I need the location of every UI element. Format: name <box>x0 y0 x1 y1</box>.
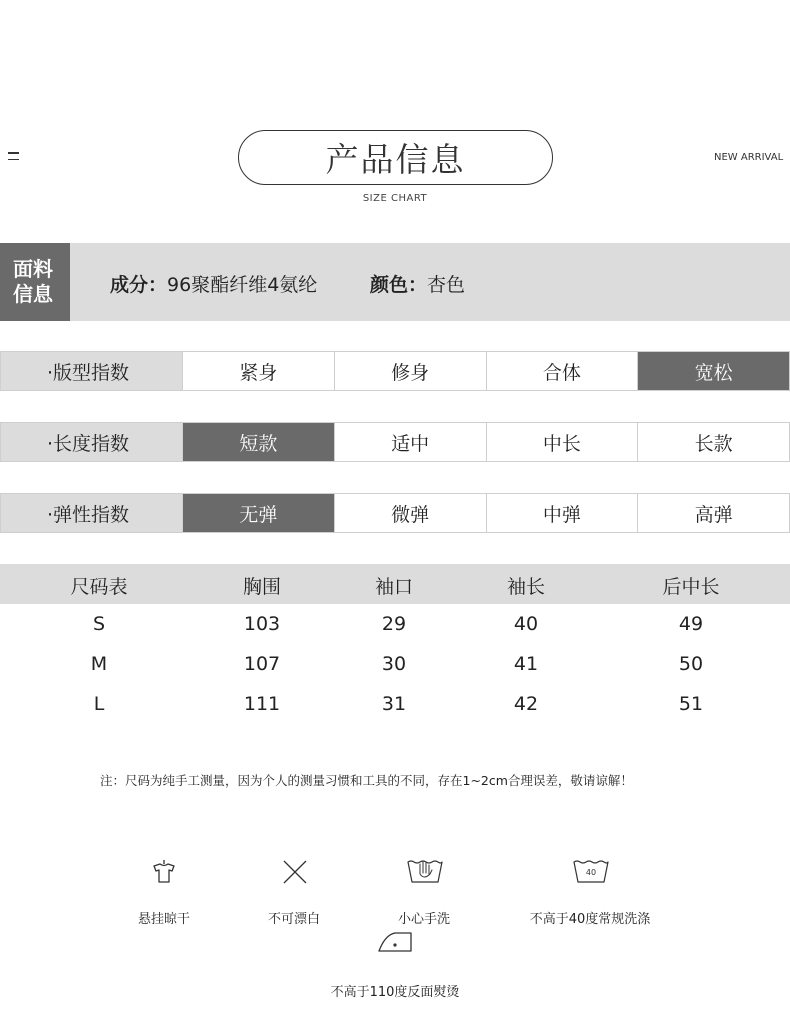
length-option-2: 中长 <box>487 423 639 461</box>
size-cell: 41 <box>513 653 539 675</box>
fit-option-2: 合体 <box>487 352 639 390</box>
fabric-composition <box>110 270 317 297</box>
iron-icon <box>377 929 413 955</box>
size-header-chest: 胸围 <box>242 576 282 598</box>
elasticity-option-3: 高弹 <box>638 494 789 532</box>
care-label-hang-dry: 悬挂晾干 <box>137 912 191 927</box>
care-label-iron: 不高于110度反面熨烫 <box>330 985 460 1000</box>
size-header-sleeve: 袖长 <box>506 576 546 598</box>
length-index-label: ·长度指数 <box>1 423 183 461</box>
size-header-size: 尺码表 <box>70 576 128 598</box>
composition-label: 成分： <box>110 274 168 296</box>
size-cell: 107 <box>243 653 281 675</box>
size-header-cuff: 袖口 <box>374 576 414 598</box>
color-label: 颜色： <box>370 274 428 296</box>
wash-40-icon <box>572 856 610 884</box>
size-cell: 31 <box>381 693 407 715</box>
size-cell: 30 <box>381 653 407 675</box>
size-header-length: 后中长 <box>662 576 720 598</box>
fabric-info-tag <box>0 243 70 321</box>
new-arrival-label: NEW ARRIVAL <box>714 152 784 163</box>
size-cell: 111 <box>243 693 281 715</box>
length-option-0: 短款 <box>183 423 335 461</box>
fabric-color <box>370 270 465 297</box>
elasticity-index-label: ·弹性指数 <box>1 494 183 532</box>
elasticity-option-2: 中弹 <box>487 494 639 532</box>
composition-value: 96聚酯纤维4氨纶 <box>167 274 318 296</box>
size-cell: M <box>90 653 108 675</box>
size-cell: 40 <box>513 613 539 635</box>
length-index-row <box>0 422 790 462</box>
fabric-tag-line2: 信息 <box>13 282 53 306</box>
length-option-1: 适中 <box>335 423 487 461</box>
fit-option-1: 修身 <box>335 352 487 390</box>
fit-option-0: 紧身 <box>183 352 335 390</box>
fit-index-row <box>0 351 790 391</box>
hand-wash-icon <box>406 856 444 884</box>
size-cell: 103 <box>243 613 281 635</box>
size-cell: 49 <box>678 613 704 635</box>
size-cell: 50 <box>678 653 704 675</box>
hang-dry-icon <box>150 858 178 886</box>
fit-option-3: 宽松 <box>638 352 789 390</box>
wash-temp-badge: 40 <box>585 868 597 877</box>
color-value: 杏色 <box>427 274 466 296</box>
size-cell: S <box>92 613 106 635</box>
elasticity-option-0: 无弹 <box>183 494 335 532</box>
page-subtitle: SIZE CHART <box>362 193 428 204</box>
page-title: 产品信息 <box>325 140 466 179</box>
fabric-tag-line1: 面料 <box>13 257 53 281</box>
size-cell: L <box>93 693 105 715</box>
care-label-hand-wash: 小心手洗 <box>397 912 451 927</box>
size-cell: 42 <box>513 693 539 715</box>
size-cell: 29 <box>381 613 407 635</box>
elasticity-option-1: 微弹 <box>335 494 487 532</box>
length-option-3: 长款 <box>638 423 789 461</box>
care-label-no-bleach: 不可漂白 <box>267 912 321 927</box>
elasticity-index-row <box>0 493 790 533</box>
fit-index-label: ·版型指数 <box>1 352 183 390</box>
title-pill <box>238 130 553 185</box>
menu-icon[interactable] <box>8 152 19 162</box>
measurement-note: 注：尺码为纯手工测量，因为个人的测量习惯和工具的不同，存在1~2cm合理误差，敬请谅解！ <box>100 773 633 788</box>
no-bleach-icon <box>281 858 309 886</box>
care-label-wash-40: 不高于40度常规洗涤 <box>529 912 651 927</box>
size-cell: 51 <box>678 693 704 715</box>
